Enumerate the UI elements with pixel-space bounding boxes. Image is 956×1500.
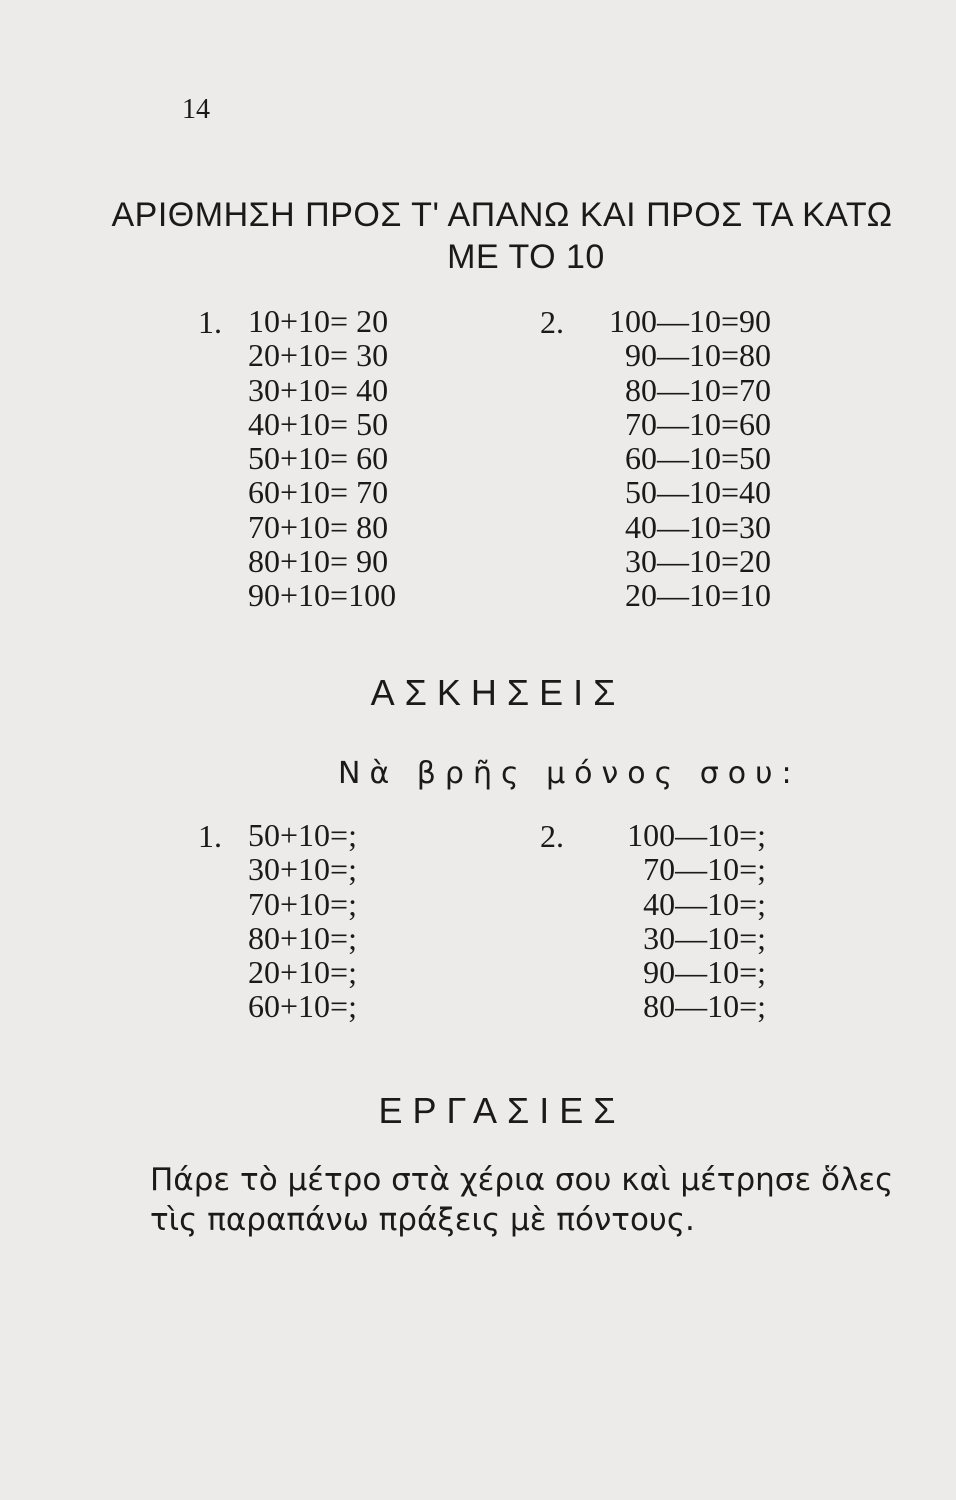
exercises-instruction: Νὰ βρῆς μόνος σου: bbox=[338, 756, 801, 791]
exercises-right-list bbox=[627, 818, 766, 1024]
list-item: 80—10=70 bbox=[624, 371, 771, 408]
tasks-paragraph: Πάρε τὸ μέτρο στὰ χέρια σου καὶ μέτρησε ὅλες τὶς παραπάνω πράξεις μὲ πόντους. bbox=[150, 1162, 894, 1238]
list-item: 70—10=60 bbox=[624, 405, 771, 442]
exercises-left-list bbox=[248, 818, 357, 1024]
exercises-right-number: 2. bbox=[540, 818, 564, 854]
list-item: 90+10=100 bbox=[248, 577, 397, 614]
exercises-heading: ΑΣΚΗΣΕΙΣ bbox=[370, 672, 626, 713]
counting-down-list bbox=[609, 304, 771, 613]
list-item: 20+10= 30 bbox=[248, 337, 389, 374]
counting-up-list bbox=[248, 304, 396, 613]
list-item: 70+10=; bbox=[248, 885, 357, 922]
list-item: 60—10=50 bbox=[624, 440, 771, 477]
list-item: 10+10= 20 bbox=[248, 303, 389, 339]
list-item: 80—10=; bbox=[643, 988, 766, 1025]
list-item: 40—10=; bbox=[643, 885, 766, 922]
exercises-left-number: 1. bbox=[198, 818, 222, 854]
list-item: 50+10=; bbox=[248, 817, 357, 853]
list-item: 60+10=; bbox=[248, 988, 357, 1025]
list-item: 70+10= 80 bbox=[248, 508, 389, 545]
list-item: 50+10= 60 bbox=[248, 440, 389, 477]
list-item: 20—10=10 bbox=[624, 577, 771, 614]
list-item: 60+10= 70 bbox=[248, 474, 389, 511]
list-item: 30—10=; bbox=[643, 919, 766, 956]
counting-down-number: 2. bbox=[540, 304, 564, 340]
list-item: 70—10=; bbox=[643, 851, 766, 888]
list-item: 30+10=; bbox=[248, 851, 357, 888]
list-item: 40+10= 50 bbox=[248, 405, 389, 442]
list-item: 30+10= 40 bbox=[248, 371, 389, 408]
list-item: 30—10=20 bbox=[624, 543, 771, 580]
list-item: 20+10=; bbox=[248, 954, 357, 991]
list-item: 90—10=80 bbox=[624, 337, 771, 374]
counting-up-number: 1. bbox=[198, 304, 222, 340]
page-number: 14 bbox=[182, 94, 210, 125]
list-item: 90—10=; bbox=[643, 954, 766, 991]
list-item: 100—10=; bbox=[627, 817, 766, 853]
list-item: 100—10=90 bbox=[608, 303, 771, 339]
list-item: 80+10=; bbox=[248, 919, 357, 956]
list-item: 40—10=30 bbox=[624, 508, 771, 545]
list-item: 80+10= 90 bbox=[248, 543, 389, 580]
list-item: 50—10=40 bbox=[624, 474, 771, 511]
tasks-heading: ΕΡΓΑΣΙΕΣ bbox=[378, 1090, 626, 1131]
page-title: ΑΡΙΘΜΗΣΗ ΠΡΟΣ Τ' ΑΠΑΝΩ ΚΑΙ ΠΡΟΣ ΤΑ ΚΑΤΩ bbox=[111, 196, 893, 234]
page-subtitle: ΜΕ ΤΟ 10 bbox=[447, 238, 605, 276]
